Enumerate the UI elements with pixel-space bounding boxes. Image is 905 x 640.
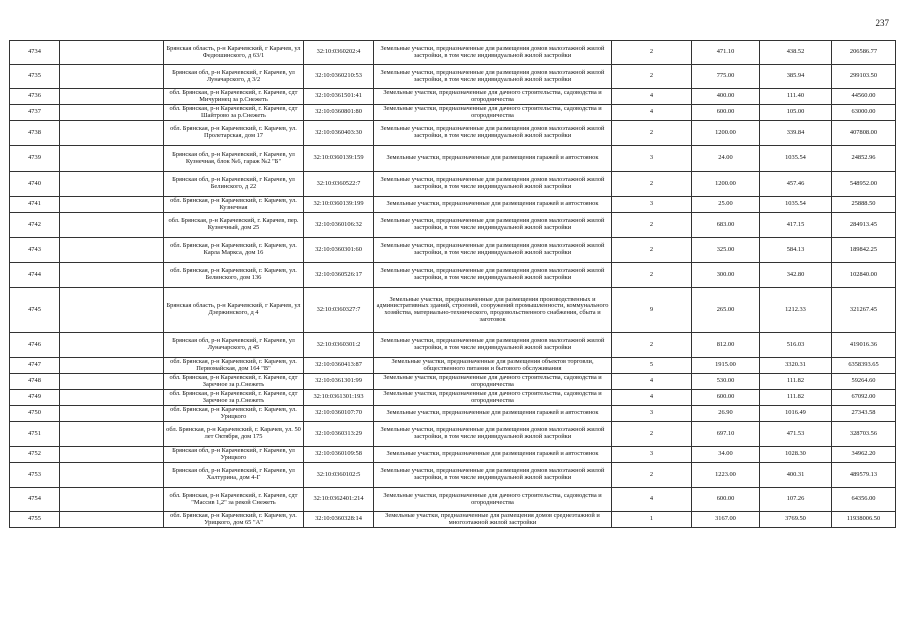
category-cell: 2 xyxy=(612,172,692,197)
address-cell: обл. Брянская, р-н Карачевский, г. Карачев, ул. Пролетарская, дом 17 xyxy=(164,121,304,146)
cadastral-number-cell: 32:10:0361301:193 xyxy=(304,390,374,406)
record-number: 4737 xyxy=(10,105,60,121)
cadastral-number-cell: 32:10:0361501:41 xyxy=(304,89,374,105)
address-cell: Брянская обл, р-н Карачевский, г Карачев, ул Луначарского, д 45 xyxy=(164,333,304,358)
address-cell: обл. Брянская, р-н Карачевский, г. Карачев, сдт Заречное за р.Снежеть xyxy=(164,374,304,390)
cadastral-number-cell: 32:10:0360139:159 xyxy=(304,146,374,172)
address-cell: Брянская область, р-н Карачевский, г Карачев, ул Дзержинского, д 4 xyxy=(164,288,304,333)
cadastral-value-cell: 206586.77 xyxy=(832,41,896,65)
category-cell: 2 xyxy=(612,238,692,263)
address-cell: обл. Брянская, р-н Карачевский, г. Карачев, ул. 50 лет Октября, дом 175 xyxy=(164,422,304,447)
land-use-cell: Земельные участки, предназначенные для размещения домов малоэтажной жилой застройки, в том числе индивидуальной жилой застройки xyxy=(374,333,612,358)
address-cell: обл. Брянская, р-н Карачевский, г. Карачев, ул. Урицкого xyxy=(164,406,304,422)
cadastral-number-cell: 32:10:0362401:214 xyxy=(304,488,374,512)
area-cell: 600.00 xyxy=(692,488,760,512)
category-cell: 4 xyxy=(612,105,692,121)
address-cell: обл. Брянская, р-н Карачевский, г. Карачев, ул. Белинского, дом 136 xyxy=(164,263,304,288)
spacer-cell xyxy=(60,488,164,512)
category-cell: 3 xyxy=(612,197,692,213)
area-cell: 812.00 xyxy=(692,333,760,358)
table-row xyxy=(10,146,896,172)
cadastral-value-cell: 25888.50 xyxy=(832,197,896,213)
record-number: 4746 xyxy=(10,333,60,358)
specific-value-cell: 385.94 xyxy=(760,65,832,89)
record-number: 4742 xyxy=(10,213,60,238)
land-use-cell: Земельные участки, предназначенные для дачного строительства, садоводства и огородничества xyxy=(374,89,612,105)
spacer-cell xyxy=(60,406,164,422)
record-number: 4755 xyxy=(10,512,60,528)
specific-value-cell: 1016.49 xyxy=(760,406,832,422)
specific-value-cell: 516.03 xyxy=(760,333,832,358)
table-row xyxy=(10,263,896,288)
spacer-cell xyxy=(60,333,164,358)
land-use-cell: Земельные участки, предназначенные для размещения домов малоэтажной жилой застройки, в том числе индивидуальной жилой застройки xyxy=(374,121,612,146)
specific-value-cell: 417.15 xyxy=(760,213,832,238)
record-number: 4740 xyxy=(10,172,60,197)
land-use-cell: Земельные участки, предназначенные для размещения домов малоэтажной жилой застройки, в том числе индивидуальной жилой застройки xyxy=(374,263,612,288)
table-row xyxy=(10,41,896,65)
area-cell: 325.00 xyxy=(692,238,760,263)
cadastral-number-cell: 32:10:0360327:7 xyxy=(304,288,374,333)
spacer-cell xyxy=(60,238,164,263)
land-use-cell: Земельные участки, предназначенные для дачного строительства, садоводства и огородничества xyxy=(374,390,612,406)
category-cell: 4 xyxy=(612,374,692,390)
page-number: 237 xyxy=(875,18,889,28)
area-cell: 697.10 xyxy=(692,422,760,447)
area-cell: 34.00 xyxy=(692,447,760,463)
cadastral-value-cell: 67092.00 xyxy=(832,390,896,406)
address-cell: обл. Брянская, р-н Карачевский, г. Карачев, ул. Первомайская, дом 164 "В" xyxy=(164,358,304,374)
spacer-cell xyxy=(60,213,164,238)
specific-value-cell: 105.00 xyxy=(760,105,832,121)
cadastral-value-cell: 6358393.65 xyxy=(832,358,896,374)
table-row xyxy=(10,105,896,121)
land-use-cell: Земельные участки, предназначенные для размещения домов малоэтажной жилой застройки, в том числе индивидуальной жилой застройки xyxy=(374,65,612,89)
area-cell: 300.00 xyxy=(692,263,760,288)
cadastral-number-cell: 32:10:0360109:58 xyxy=(304,447,374,463)
cadastral-value-cell: 64356.00 xyxy=(832,488,896,512)
table-row xyxy=(10,406,896,422)
spacer-cell xyxy=(60,512,164,528)
address-cell: обл. Брянская, р-н Карачевский, г. Карачев, сдт Заречное за р.Снежеть xyxy=(164,390,304,406)
cadastral-value-cell: 321267.45 xyxy=(832,288,896,333)
cadastral-value-cell: 59264.60 xyxy=(832,374,896,390)
land-registry-table xyxy=(9,40,896,528)
cadastral-number-cell: 32:10:0360202:4 xyxy=(304,41,374,65)
land-use-cell: Земельные участки, предназначенные для размещения объектов торговли, общественного питания и бытового обслуживания xyxy=(374,358,612,374)
spacer-cell xyxy=(60,463,164,488)
specific-value-cell: 3769.50 xyxy=(760,512,832,528)
area-cell: 1223.00 xyxy=(692,463,760,488)
land-use-cell: Земельные участки, предназначенные для размещения домов среднеэтажной и многоэтажной жилой застройки xyxy=(374,512,612,528)
cadastral-value-cell: 548952.00 xyxy=(832,172,896,197)
spacer-cell xyxy=(60,374,164,390)
area-cell: 265.00 xyxy=(692,288,760,333)
land-use-cell: Земельные участки, предназначенные для размещения производственных и административных зданий, строений, сооружений промышленности, коммунального хозяйства, материально-технического, продовольственного снабжения, сбыта и заготовок xyxy=(374,288,612,333)
table-row xyxy=(10,390,896,406)
area-cell: 3167.00 xyxy=(692,512,760,528)
cadastral-value-cell: 102840.00 xyxy=(832,263,896,288)
category-cell: 2 xyxy=(612,121,692,146)
specific-value-cell: 3320.31 xyxy=(760,358,832,374)
record-number: 4734 xyxy=(10,41,60,65)
area-cell: 530.00 xyxy=(692,374,760,390)
cadastral-number-cell: 32:10:0360139:199 xyxy=(304,197,374,213)
specific-value-cell: 111.82 xyxy=(760,390,832,406)
table-row xyxy=(10,488,896,512)
cadastral-value-cell: 27343.58 xyxy=(832,406,896,422)
address-cell: Брянская обл, р-н Карачевский, г Карачев, ул Халтурина, дом 4-Г xyxy=(164,463,304,488)
category-cell: 2 xyxy=(612,422,692,447)
cadastral-value-cell: 407808.00 xyxy=(832,121,896,146)
category-cell: 9 xyxy=(612,288,692,333)
record-number: 4747 xyxy=(10,358,60,374)
table-row xyxy=(10,447,896,463)
record-number: 4750 xyxy=(10,406,60,422)
category-cell: 2 xyxy=(612,41,692,65)
address-cell: Брянская обл, р-н Карачевский, г Карачев, ул Луначарского, д 3/2 xyxy=(164,65,304,89)
spacer-cell xyxy=(60,390,164,406)
table-row xyxy=(10,238,896,263)
cadastral-value-cell: 328703.56 xyxy=(832,422,896,447)
spacer-cell xyxy=(60,121,164,146)
address-cell: обл. Брянская, р-н Карачевский, г. Карачев, сдт Мичуринец за р.Снежеть xyxy=(164,89,304,105)
area-cell: 600.00 xyxy=(692,390,760,406)
record-number: 4748 xyxy=(10,374,60,390)
spacer-cell xyxy=(60,263,164,288)
address-cell: обл. Брянская, р-н Карачевский, г. Карачев, сдт "Массив 1,2" за рекой Снежеть xyxy=(164,488,304,512)
cadastral-number-cell: 32:10:0360413:87 xyxy=(304,358,374,374)
table-row xyxy=(10,463,896,488)
specific-value-cell: 584.13 xyxy=(760,238,832,263)
record-number: 4743 xyxy=(10,238,60,263)
spacer-cell xyxy=(60,447,164,463)
spacer-cell xyxy=(60,172,164,197)
cadastral-value-cell: 419016.36 xyxy=(832,333,896,358)
category-cell: 2 xyxy=(612,263,692,288)
specific-value-cell: 111.40 xyxy=(760,89,832,105)
cadastral-value-cell: 189842.25 xyxy=(832,238,896,263)
cadastral-number-cell: 32:10:0360522:7 xyxy=(304,172,374,197)
land-use-cell: Земельные участки, предназначенные для размещения домов малоэтажной жилой застройки, в том числе индивидуальной жилой застройки xyxy=(374,463,612,488)
land-use-cell: Земельные участки, предназначенные для размещения гаражей и автостоянок xyxy=(374,447,612,463)
category-cell: 3 xyxy=(612,447,692,463)
cadastral-number-cell: 32:10:0360301:60 xyxy=(304,238,374,263)
category-cell: 2 xyxy=(612,333,692,358)
land-use-cell: Земельные участки, предназначенные для размещения домов малоэтажной жилой застройки, в том числе индивидуальной жилой застройки xyxy=(374,422,612,447)
cadastral-value-cell: 11938006.50 xyxy=(832,512,896,528)
area-cell: 600.00 xyxy=(692,105,760,121)
land-use-cell: Земельные участки, предназначенные для размещения гаражей и автостоянок xyxy=(374,146,612,172)
cadastral-number-cell: 32:10:0360328:14 xyxy=(304,512,374,528)
cadastral-number-cell: 32:10:0360801:80 xyxy=(304,105,374,121)
record-number: 4745 xyxy=(10,288,60,333)
category-cell: 1 xyxy=(612,512,692,528)
area-cell: 471.10 xyxy=(692,41,760,65)
cadastral-value-cell: 63000.00 xyxy=(832,105,896,121)
table-row xyxy=(10,422,896,447)
registry-body xyxy=(10,41,896,528)
land-use-cell: Земельные участки, предназначенные для размещения гаражей и автостоянок xyxy=(374,197,612,213)
specific-value-cell: 438.52 xyxy=(760,41,832,65)
table-row xyxy=(10,213,896,238)
cadastral-number-cell: 32:10:0360526:17 xyxy=(304,263,374,288)
cadastral-number-cell: 32:10:0360403:30 xyxy=(304,121,374,146)
table-row xyxy=(10,288,896,333)
record-number: 4739 xyxy=(10,146,60,172)
spacer-cell xyxy=(60,358,164,374)
specific-value-cell: 342.80 xyxy=(760,263,832,288)
table-row xyxy=(10,374,896,390)
spacer-cell xyxy=(60,197,164,213)
address-cell: обл. Брянская, р-н Карачевский, г. Карачев, ул. Урицкого, дом 65 "А" xyxy=(164,512,304,528)
spacer-cell xyxy=(60,65,164,89)
land-use-cell: Земельные участки, предназначенные для размещения домов малоэтажной жилой застройки, в том числе индивидуальной жилой застройки xyxy=(374,213,612,238)
land-use-cell: Земельные участки, предназначенные для размещения домов малоэтажной жилой застройки, в том числе индивидуальной жилой застройки xyxy=(374,238,612,263)
specific-value-cell: 1035.54 xyxy=(760,197,832,213)
specific-value-cell: 457.46 xyxy=(760,172,832,197)
record-number: 4735 xyxy=(10,65,60,89)
record-number: 4752 xyxy=(10,447,60,463)
cadastral-value-cell: 489579.13 xyxy=(832,463,896,488)
category-cell: 2 xyxy=(612,463,692,488)
address-cell: Брянская обл, р-н Карачевский, г Карачев, ул Урицкого xyxy=(164,447,304,463)
category-cell: 2 xyxy=(612,213,692,238)
record-number: 4744 xyxy=(10,263,60,288)
category-cell: 2 xyxy=(612,65,692,89)
cadastral-number-cell: 32:10:0361301:99 xyxy=(304,374,374,390)
land-use-cell: Земельные участки, предназначенные для дачного строительства, садоводства и огородничества xyxy=(374,488,612,512)
record-number: 4749 xyxy=(10,390,60,406)
area-cell: 1200.00 xyxy=(692,121,760,146)
record-number: 4741 xyxy=(10,197,60,213)
specific-value-cell: 1212.33 xyxy=(760,288,832,333)
land-use-cell: Земельные участки, предназначенные для дачного строительства, садоводства и огородничества xyxy=(374,374,612,390)
area-cell: 1200.00 xyxy=(692,172,760,197)
table-row xyxy=(10,358,896,374)
specific-value-cell: 107.26 xyxy=(760,488,832,512)
category-cell: 3 xyxy=(612,146,692,172)
record-number: 4753 xyxy=(10,463,60,488)
area-cell: 683.00 xyxy=(692,213,760,238)
land-use-cell: Земельные участки, предназначенные для дачного строительства, садоводства и огородничества xyxy=(374,105,612,121)
area-cell: 25.00 xyxy=(692,197,760,213)
land-use-cell: Земельные участки, предназначенные для размещения гаражей и автостоянок xyxy=(374,406,612,422)
cadastral-value-cell: 284913.45 xyxy=(832,213,896,238)
record-number: 4736 xyxy=(10,89,60,105)
table-row xyxy=(10,89,896,105)
spacer-cell xyxy=(60,422,164,447)
cadastral-value-cell: 44560.00 xyxy=(832,89,896,105)
specific-value-cell: 1028.30 xyxy=(760,447,832,463)
spacer-cell xyxy=(60,105,164,121)
category-cell: 4 xyxy=(612,488,692,512)
spacer-cell xyxy=(60,146,164,172)
table-row xyxy=(10,65,896,89)
address-cell: Брянская область, р-н Карачевский, г Карачев, ул Федюшинского, д 63/1 xyxy=(164,41,304,65)
table-row xyxy=(10,197,896,213)
cadastral-number-cell: 32:10:0360301:2 xyxy=(304,333,374,358)
spacer-cell xyxy=(60,89,164,105)
cadastral-number-cell: 32:10:0360106:32 xyxy=(304,213,374,238)
specific-value-cell: 111.82 xyxy=(760,374,832,390)
area-cell: 26.90 xyxy=(692,406,760,422)
address-cell: обл. Брянская, р-н Карачевский, г. Карачев, ул. Кузнечная xyxy=(164,197,304,213)
area-cell: 775.00 xyxy=(692,65,760,89)
cadastral-value-cell: 24852.96 xyxy=(832,146,896,172)
address-cell: Брянская обл, р-н Карачевский, г Карачев, ул Кузнечная, блок №6, гараж №2 "Б" xyxy=(164,146,304,172)
address-cell: обл. Брянская, р-н Карачевский, г. Карачев, ул. Карла Маркса, дом 16 xyxy=(164,238,304,263)
record-number: 4754 xyxy=(10,488,60,512)
table-row xyxy=(10,512,896,528)
table-row xyxy=(10,121,896,146)
category-cell: 3 xyxy=(612,406,692,422)
record-number: 4738 xyxy=(10,121,60,146)
cadastral-number-cell: 32:10:0360102:5 xyxy=(304,463,374,488)
spacer-cell xyxy=(60,41,164,65)
area-cell: 1915.00 xyxy=(692,358,760,374)
category-cell: 4 xyxy=(612,89,692,105)
address-cell: Брянская обл, р-н Карачевский, г Карачев, ул Белинского, д 22 xyxy=(164,172,304,197)
address-cell: обл. Брянская, р-н Карачевский, г. Карачев, пер. Кузнечный, дом 25 xyxy=(164,213,304,238)
specific-value-cell: 1035.54 xyxy=(760,146,832,172)
specific-value-cell: 400.31 xyxy=(760,463,832,488)
category-cell: 4 xyxy=(612,390,692,406)
cadastral-number-cell: 32:10:0360210:53 xyxy=(304,65,374,89)
cadastral-value-cell: 34962.20 xyxy=(832,447,896,463)
specific-value-cell: 471.53 xyxy=(760,422,832,447)
table-row xyxy=(10,172,896,197)
land-use-cell: Земельные участки, предназначенные для размещения домов малоэтажной жилой застройки, в том числе индивидуальной жилой застройки xyxy=(374,41,612,65)
cadastral-number-cell: 32:10:0360107:70 xyxy=(304,406,374,422)
spacer-cell xyxy=(60,288,164,333)
category-cell: 5 xyxy=(612,358,692,374)
address-cell: обл. Брянская, р-н Карачевский, г. Карачев, сдт Шайтрово за р.Снежеть xyxy=(164,105,304,121)
cadastral-number-cell: 32:10:0360313:29 xyxy=(304,422,374,447)
area-cell: 400.00 xyxy=(692,89,760,105)
area-cell: 24.00 xyxy=(692,146,760,172)
record-number: 4751 xyxy=(10,422,60,447)
land-use-cell: Земельные участки, предназначенные для размещения домов малоэтажной жилой застройки, в том числе индивидуальной жилой застройки xyxy=(374,172,612,197)
cadastral-value-cell: 299103.50 xyxy=(832,65,896,89)
table-row xyxy=(10,333,896,358)
specific-value-cell: 339.84 xyxy=(760,121,832,146)
